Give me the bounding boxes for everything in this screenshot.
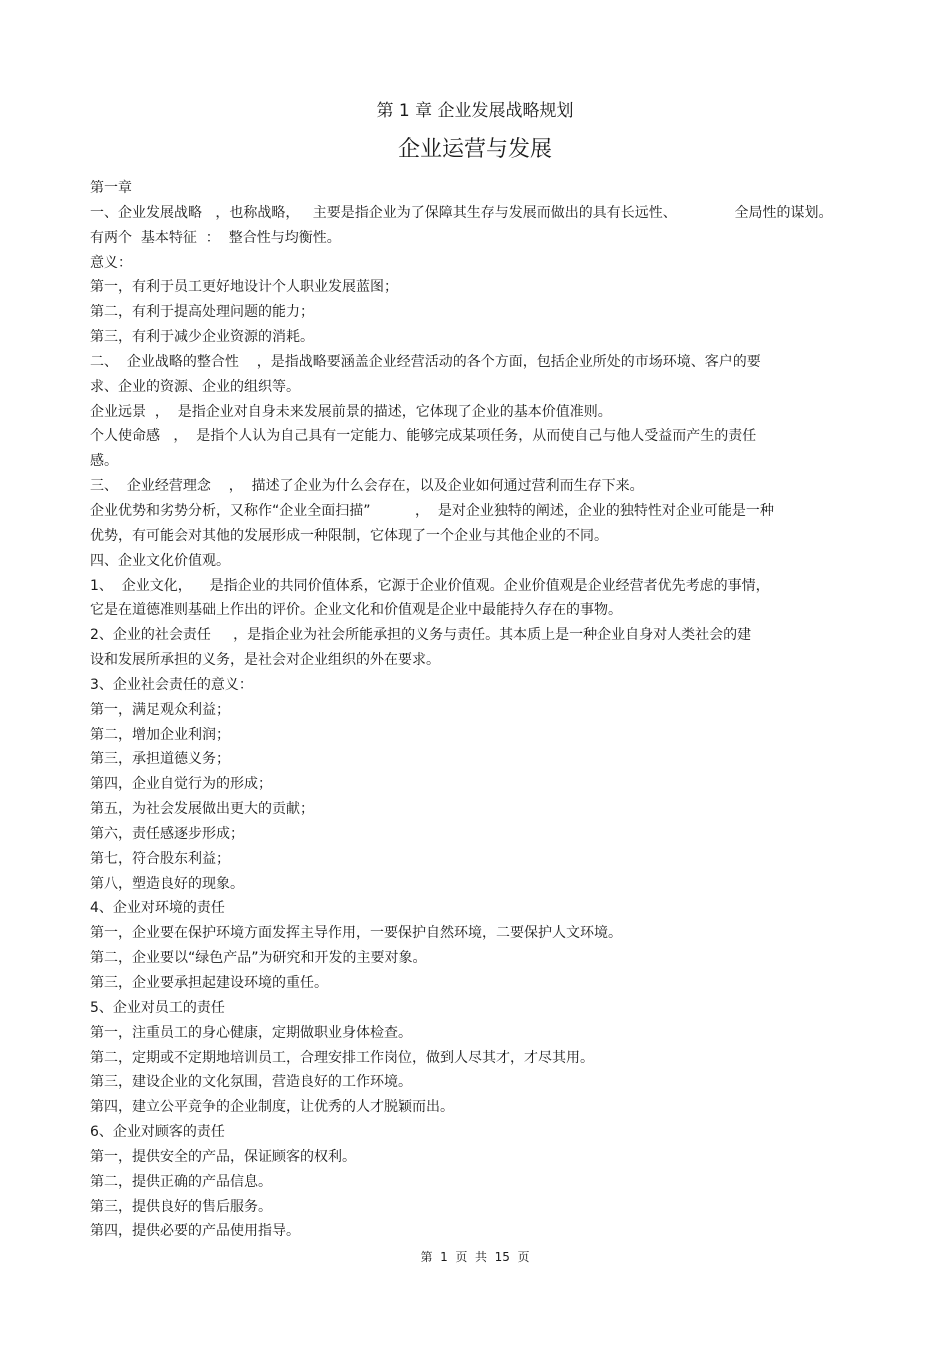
text-line: 第一，满足观众利益；	[90, 701, 230, 718]
page-footer: 第 1 页 共 15 页	[420, 1250, 530, 1264]
text-line: 第七，符合股东利益；	[90, 850, 230, 867]
text-line: 求、企业的资源、企业的组织等。	[90, 378, 300, 395]
text-line: 4、企业对环境的责任	[90, 900, 225, 917]
chapter-title: 第 1 章 企业发展战略规划	[376, 101, 574, 121]
text-line: 第二，企业要以“绿色产品”为研究和开发的主要对象。	[90, 950, 427, 967]
text-line: 第一章	[90, 180, 132, 196]
text-line: 第二，提供正确的产品信息。	[90, 1173, 272, 1190]
text-line: 优势，有可能会对其他的发展形成一种限制，它体现了一个企业与其他企业的不同。	[90, 527, 608, 544]
text-line: 企业优势和劣势分析，又称作“企业全面扫描” ， 是对企业独特的阐述，企业的独特性对企业可能是一种	[90, 502, 774, 519]
document-body	[90, 176, 870, 1244]
text-line: 意义：	[90, 254, 132, 271]
text-line: 第二，有利于提高处理问题的能力；	[90, 304, 314, 321]
text-line: 个人使命感 ， 是指个人认为自己具有一定能力、能够完成某项任务，从而使自己与他人受益而产生的责任	[90, 428, 757, 445]
text-line: 感。	[90, 453, 118, 470]
text-line: 第一，有利于员工更好地设计个人职业发展蓝图；	[90, 279, 398, 296]
text-line: 第四，企业自觉行为的形成；	[90, 776, 272, 793]
text-line: 四、企业文化价值观。	[90, 552, 230, 569]
text-line: 1、 企业文化， 是指企业的共同价值体系，它源于企业价值观。企业价值观是企业经营者优先考虑的事情，	[90, 577, 770, 594]
text-line: 第一，提供安全的产品，保证顾客的权利。	[90, 1148, 356, 1165]
text-line: 第一，注重员工的身心健康，定期做职业身体检查。	[90, 1024, 412, 1041]
text-line: 第六，责任感逐步形成；	[90, 825, 244, 842]
text-line: 第四，建立公平竞争的企业制度，让优秀的人才脱颖而出。	[90, 1099, 454, 1116]
text-line: 第三，有利于减少企业资源的消耗。	[90, 329, 314, 346]
text-line: 3、企业社会责任的意义：	[90, 676, 253, 693]
text-line: 一、企业发展战略 ，也称战略， 主要是指企业为了保障其生存与发展而做出的具有长远性、 全局性的谋划。	[90, 204, 833, 221]
text-line: 2、企业的社会责任 ，是指企业为社会所能承担的义务与责任。其本质上是一种企业自身对人类社会的建	[90, 627, 752, 644]
text-line: 第三，企业要承担起建设环境的重任。	[90, 975, 328, 991]
text-line: 5、企业对员工的责任	[90, 999, 225, 1016]
text-line: 第三，提供良好的售后服务。	[90, 1198, 272, 1215]
text-line: 第八，塑造良好的现象。	[90, 875, 244, 892]
text-line: 第一，企业要在保护环境方面发挥主导作用，一要保护自然环境，二要保护人文环境。	[90, 925, 622, 942]
text-line: 6、企业对顾客的责任	[90, 1124, 225, 1141]
text-line: 有两个 基本特征 ： 整合性与均衡性。	[90, 229, 341, 246]
text-line: 企业远景 ， 是指企业对自身未来发展前景的描述，它体现了企业的基本价值准则。	[90, 403, 612, 420]
text-line: 它是在道德准则基础上作出的评价。企业文化和价值观是企业中最能持久存在的事物。	[90, 602, 622, 619]
text-line: 第五，为社会发展做出更大的贡献；	[90, 801, 314, 818]
text-line: 三、 企业经营理念 ， 描述了企业为什么会存在，以及企业如何通过营利而生存下来。	[90, 478, 644, 495]
text-line: 第三，承担道德义务；	[90, 751, 230, 768]
text-line: 第二，增加企业利润；	[90, 726, 230, 743]
text-line: 第三，建设企业的文化氛围，营造良好的工作环境。	[90, 1074, 412, 1091]
text-line: 第二，定期或不定期地培训员工，合理安排工作岗位，做到人尽其才，才尽其用。	[90, 1049, 594, 1066]
text-line: 二、 企业战略的整合性 ，是指战略要涵盖企业经营活动的各个方面，包括企业所处的市场环境、客户的要	[90, 353, 761, 370]
text-line: 第四，提供必要的产品使用指导。	[90, 1223, 300, 1240]
text-line: 设和发展所承担的义务，是社会对企业组织的外在要求。	[90, 652, 440, 669]
document-title: 企业运营与发展	[397, 137, 552, 162]
